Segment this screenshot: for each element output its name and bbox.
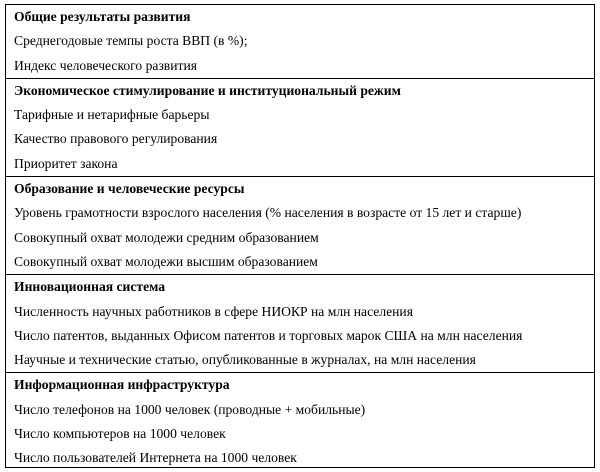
section-title: Инновационная система	[14, 279, 166, 295]
table-row: Тарифные и нетарифные барьеры	[14, 107, 210, 123]
indicators-table	[5, 4, 595, 468]
table-row: Число телефонов на 1000 человек (проводные + мобильные)	[14, 401, 366, 417]
table-row: Среднегодовые темпы роста ВВП (в %);	[14, 33, 248, 49]
section-title: Информационная инфраструктура	[14, 377, 230, 393]
section-education	[6, 176, 594, 274]
table-row: Уровень грамотности взрослого населения (% населения в возрасте от 15 лет и старше)	[14, 205, 522, 221]
table-row: Качество правового регулирования	[14, 131, 218, 147]
section-innovation	[6, 274, 594, 372]
table-row: Научные и технические статью, опубликованные в журналах, на млн населения	[14, 352, 476, 368]
table-row: Совокупный охват молодежи средним образованием	[14, 229, 319, 245]
table-row: Число компьютеров на 1000 человек	[14, 426, 226, 442]
table-row: Численность научных работников в сфере НИОКР на млн населения	[14, 303, 413, 319]
section-development-results	[6, 5, 594, 78]
table-row: Приоритет закона	[14, 155, 118, 171]
table-row: Индекс человеческого развития	[14, 57, 197, 73]
section-title: Образование и человеческие ресурсы	[14, 181, 245, 197]
table-row: Число патентов, выданных Офисом патентов и торговых марок США на млн населения	[14, 327, 523, 343]
table-row: Число пользователей Интернета на 1000 человек	[14, 450, 297, 466]
section-economic-incentives	[6, 78, 594, 176]
section-title: Общие результаты развития	[14, 9, 191, 24]
section-information-infrastructure	[6, 372, 594, 470]
section-title: Экономическое стимулирование и институциональный режим	[14, 82, 401, 98]
table-row: Совокупный охват молодежи высшим образованием	[14, 253, 318, 269]
